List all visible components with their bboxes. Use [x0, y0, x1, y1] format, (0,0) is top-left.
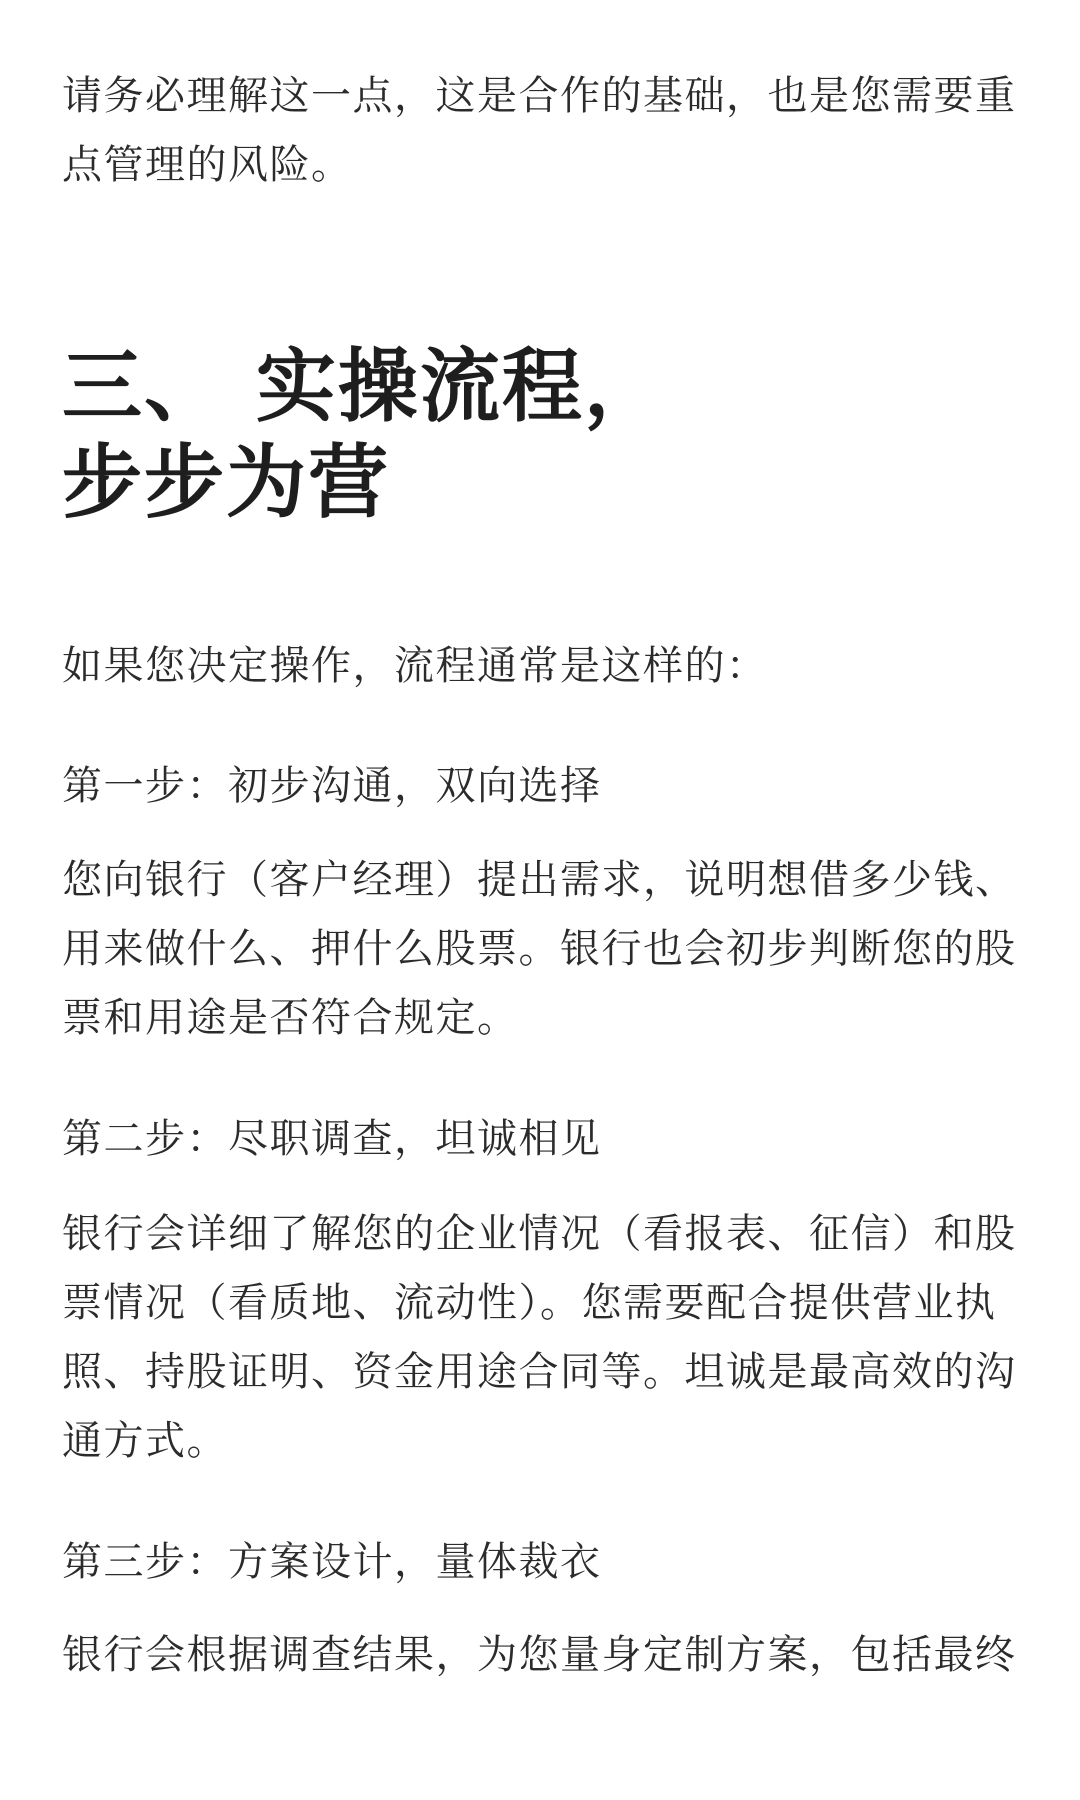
step-2-body-line: 照、持股证明、资金用途合同等。坦诚是最高效的沟 — [62, 1349, 1017, 1395]
step-2-body-line: 票情况（看质地、流动性）。您需要配合提供营业执 — [62, 1280, 997, 1326]
step-2-title: 第二步：尽职调查，坦诚相见 — [62, 1116, 602, 1162]
step-2-body-line: 银行会详细了解您的企业情况（看报表、征信）和股 — [62, 1211, 1017, 1257]
step-2-body-line: 通方式。 — [62, 1418, 228, 1464]
section-heading-line-1: 三、 实操流程， — [62, 339, 666, 433]
step-1-body-line: 用来做什么、押什么股票。银行也会初步判断您的股 — [62, 926, 1017, 972]
step-1-title: 第一步：初步沟通，双向选择 — [62, 763, 602, 809]
step-1-body-line: 票和用途是否符合规定。 — [62, 995, 519, 1041]
step-3-body-line: 银行会根据调查结果，为您量身定制方案，包括最终 — [62, 1632, 1017, 1678]
step-1-body-line: 您向银行（客户经理）提出需求，说明想借多少钱、 — [62, 857, 1017, 903]
intro-line-2: 点管理的风险。 — [62, 142, 353, 188]
step-3-body — [62, 1621, 1017, 1690]
lead-paragraph: 如果您决定操作，流程通常是这样的： — [62, 643, 768, 689]
intro-line-1: 请务必理解这一点，这是合作的基础，也是您需要重 — [62, 73, 1017, 119]
section-heading — [62, 338, 666, 530]
section-heading-line-2: 步步为营 — [62, 435, 390, 529]
step-2-body — [62, 1200, 1017, 1476]
step-1-body — [62, 846, 1017, 1053]
step-3-title: 第三步：方案设计，量体裁衣 — [62, 1539, 602, 1585]
intro-paragraph — [62, 62, 1017, 200]
